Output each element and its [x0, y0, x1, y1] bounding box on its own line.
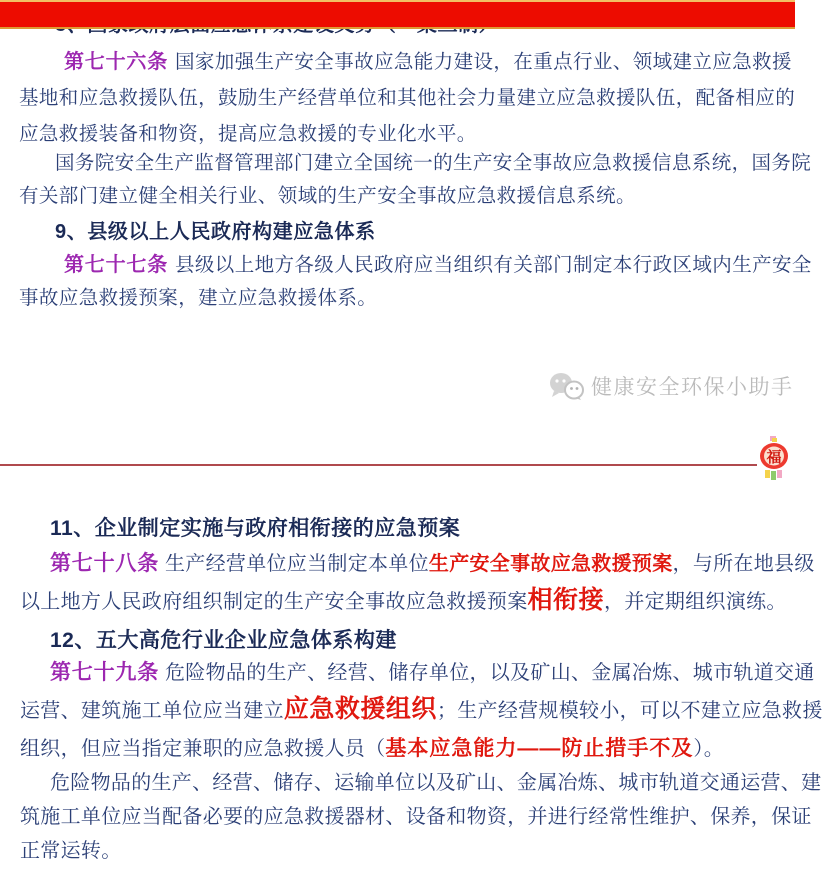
text-segment: 第七十八条 [50, 552, 159, 575]
text-segment: 12、五大高危行业企业应急体系构建 [50, 629, 397, 652]
text-segment: 应急救援装备和物资，提高应急救援的专业化水平。 [19, 123, 477, 145]
text-line [64, 49, 792, 77]
divider-line [0, 464, 757, 466]
text-line [20, 838, 122, 866]
text-line [50, 659, 815, 688]
text-line [20, 587, 787, 617]
text-line [50, 627, 397, 656]
text-segment: 基本应急能力——防止措手不及 [385, 737, 694, 760]
text-segment: 事故应急救援预案，建立应急救援体系。 [19, 287, 378, 309]
text-segment: 9、县级以上人民政府构建应急体系 [55, 221, 376, 243]
text-line [50, 515, 460, 544]
svg-text:福: 福 [766, 449, 782, 466]
text-segment: 相衔接 [527, 586, 605, 614]
text-line [20, 735, 724, 764]
text-segment: 生产安全事故应急救援预案 [428, 553, 673, 575]
text-line [50, 550, 815, 579]
text-segment: 国务院安全生产监督管理部门建立全国统一的生产安全事故应急救援信息系统，国务院 [55, 152, 812, 174]
text-segment: 第七十六条 [64, 51, 168, 73]
text-segment: 应急救援组织 [283, 695, 437, 723]
text-segment: ）。 [693, 738, 725, 760]
text-line [55, 219, 376, 247]
text-segment: 正常运转。 [20, 840, 122, 862]
text-segment: 第七十七条 [64, 254, 168, 276]
text-segment: 生产经营单位应当制定本单位 [165, 553, 429, 575]
text-segment: 危险物品的生产、经营、储存单位，以及矿山、金属冶炼、城市轨道交通 [165, 662, 815, 684]
red-band [0, 0, 795, 29]
text-line [19, 183, 636, 211]
text-line [64, 252, 812, 280]
text-segment: 基地和应急救援队伍，鼓励生产经营单位和其他社会力量建立应急救援队伍，配备相应的 [19, 87, 796, 109]
text-line [50, 770, 821, 798]
text-segment: 运营、建筑施工单位应当建立 [20, 700, 284, 722]
text-line [20, 696, 823, 726]
fu-lantern-icon [757, 435, 793, 481]
text-segment: ，与所在地县级 [672, 553, 815, 575]
text-segment: 组织，但应当指定兼职的应急救援人员（ [20, 738, 386, 760]
text-segment: 国家加强生产安全事故应急能力建设，在重点行业、领域建立应急救援 [175, 51, 792, 73]
text-line [19, 121, 477, 149]
text-segment: 筑施工单位应当配备必要的应急救援器材、设备和物资，并进行经常性维护、保养，保证 [20, 806, 812, 828]
text-segment: 危险物品的生产、经营、储存、运输单位以及矿山、金属冶炼、城市轨道交通运营、建 [50, 772, 822, 794]
text-segment: ；生产经营规模较小，可以不建立应急救援 [436, 700, 823, 722]
text-line [19, 285, 377, 313]
text-segment: 县级以上地方各级人民政府应当组织有关部门制定本行政区域内生产安全 [175, 254, 812, 276]
text-segment: 第七十九条 [50, 661, 159, 684]
text-segment: 11、企业制定实施与政府相衔接的应急预案 [50, 517, 461, 540]
wechat-icon [548, 372, 586, 400]
text-line [55, 150, 811, 178]
text-segment: 有关部门建立健全相关行业、领域的生产安全事故应急救援信息系统。 [19, 185, 636, 207]
text-segment: 以上地方人民政府组织制定的生产安全事故应急救援预案 [20, 591, 528, 613]
watermark [548, 371, 794, 401]
text-line [20, 804, 812, 832]
text-segment: ，并定期组织演练。 [604, 591, 787, 613]
watermark-label: 健康安全环保小助手 [591, 376, 794, 399]
text-line [19, 85, 795, 113]
